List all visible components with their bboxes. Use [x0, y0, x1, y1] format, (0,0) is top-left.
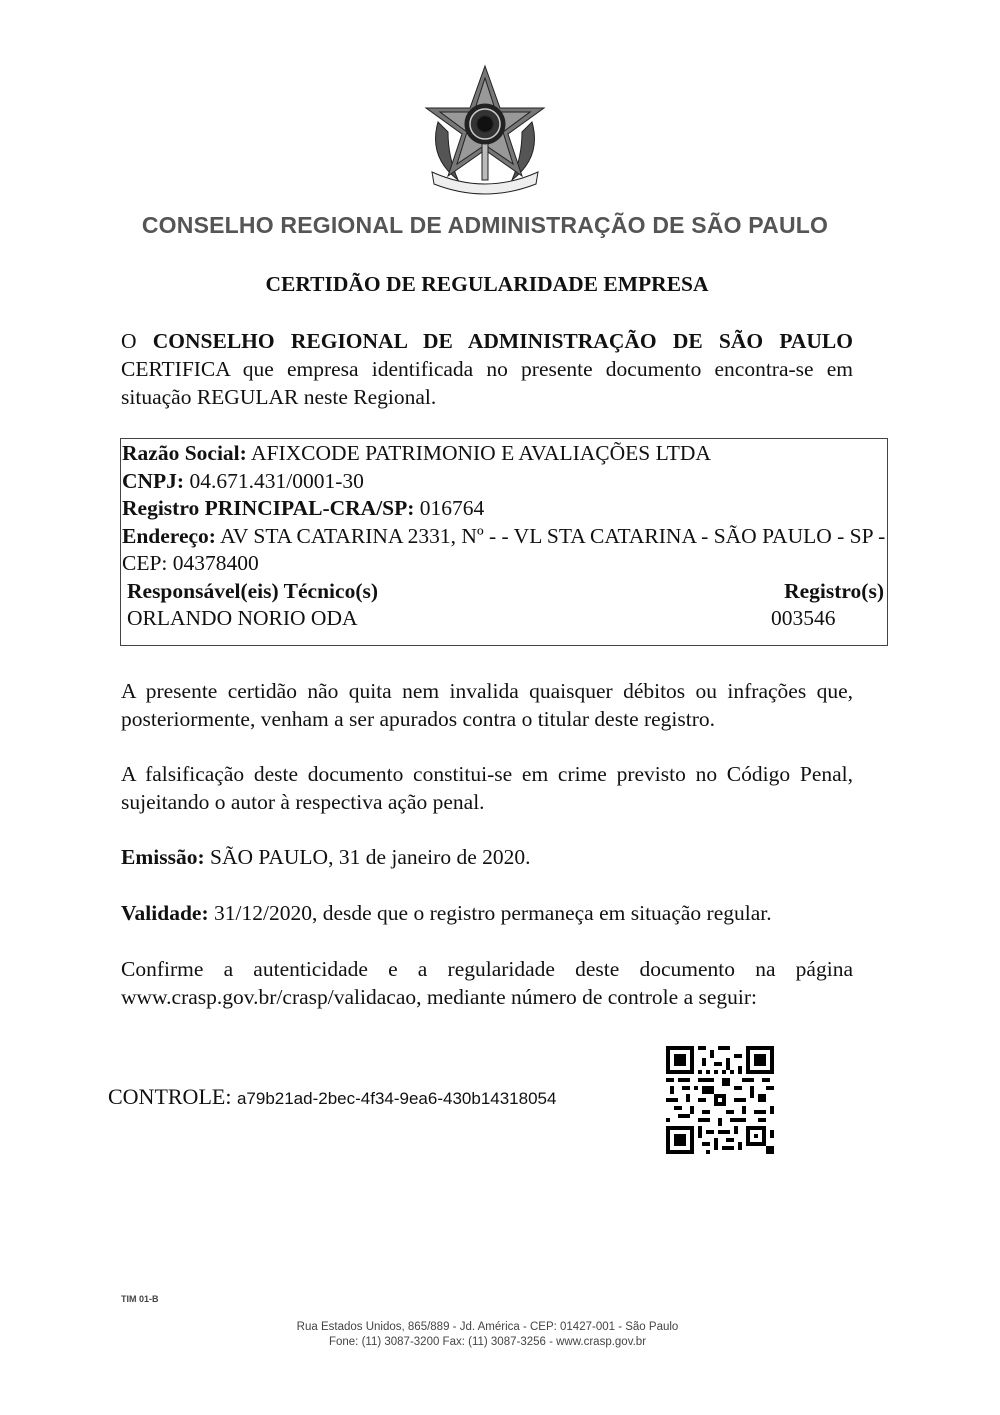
endereco-line: Endereço: AV STA CATARINA 2331, Nº - - VL STA CATARINA - SÃO PAULO - SP - CEP: 04378400 — [122, 523, 886, 575]
control-code: a79b21ad-2bec-4f34-9ea6-430b14318054 — [236, 1089, 557, 1108]
control-label: CONTROLE: — [108, 1084, 232, 1109]
tech-name: ORLANDO NORIO ODA — [127, 606, 358, 630]
registro-header: Registro(s) — [784, 578, 884, 603]
validade-line: Validade: 31/12/2020, desde que o registro permaneça em situação regular. — [121, 901, 772, 925]
control-line — [108, 1084, 556, 1110]
organization-header: CONSELHO REGIONAL DE ADMINISTRAÇÃO DE SÃO PAULO — [141, 212, 829, 238]
razao-social-line: Razão Social: AFIXCODE PATRIMONIO E AVALIAÇÕES LTDA — [122, 441, 711, 465]
footer — [0, 1320, 975, 1350]
company-info-box — [120, 438, 888, 646]
intro-paragraph: O CONSELHO REGIONAL DE ADMINISTRAÇÃO DE SÃO PAULO CERTIFICA que empresa identificada no presente documento encontra-se em situação REGULAR neste Regional. — [121, 329, 853, 409]
confirme-paragraph: Confirme a autenticidade e a regularidade deste documento na página www.crasp.gov.br/crasp/validacao, mediante número de controle a seguir: — [121, 957, 853, 1009]
footer-contact: Fone: (11) 3087-3200 Fax: (11) 3087-3256 - www.crasp.gov.br — [328, 1336, 647, 1348]
tech-header: Responsável(eis) Técnico(s) — [127, 578, 379, 603]
tech-header-row — [121, 578, 887, 606]
document-title: CERTIDÃO DE REGULARIDADE EMPRESA — [265, 272, 709, 296]
brazil-coat-of-arms-icon — [418, 62, 552, 196]
quitacao-paragraph: A presente certidão não quita nem invalida quaisquer débitos ou infrações que, posteriormente, venham a ser apurados contra o titular deste registro. — [121, 679, 853, 731]
falsificacao-paragraph: A falsificação deste documento constitui-se em crime previsto no Código Penal, sujeitando o autor à respectiva ação penal. — [121, 762, 853, 814]
qr-code-icon — [666, 1046, 774, 1154]
tech-registro: 003546 — [771, 606, 836, 630]
form-code: TIM 01-B — [121, 1294, 159, 1304]
emissao-line: Emissão: SÃO PAULO, 31 de janeiro de 2020. — [121, 845, 531, 869]
tech-row — [121, 605, 887, 633]
cnpj-line: CNPJ: 04.671.431/0001-30 — [122, 468, 364, 493]
registro-line: Registro PRINCIPAL-CRA/SP: 016764 — [122, 496, 485, 520]
footer-address: Rua Estados Unidos, 865/889 - Jd. América - CEP: 01427-001 - São Paulo — [296, 1321, 679, 1333]
